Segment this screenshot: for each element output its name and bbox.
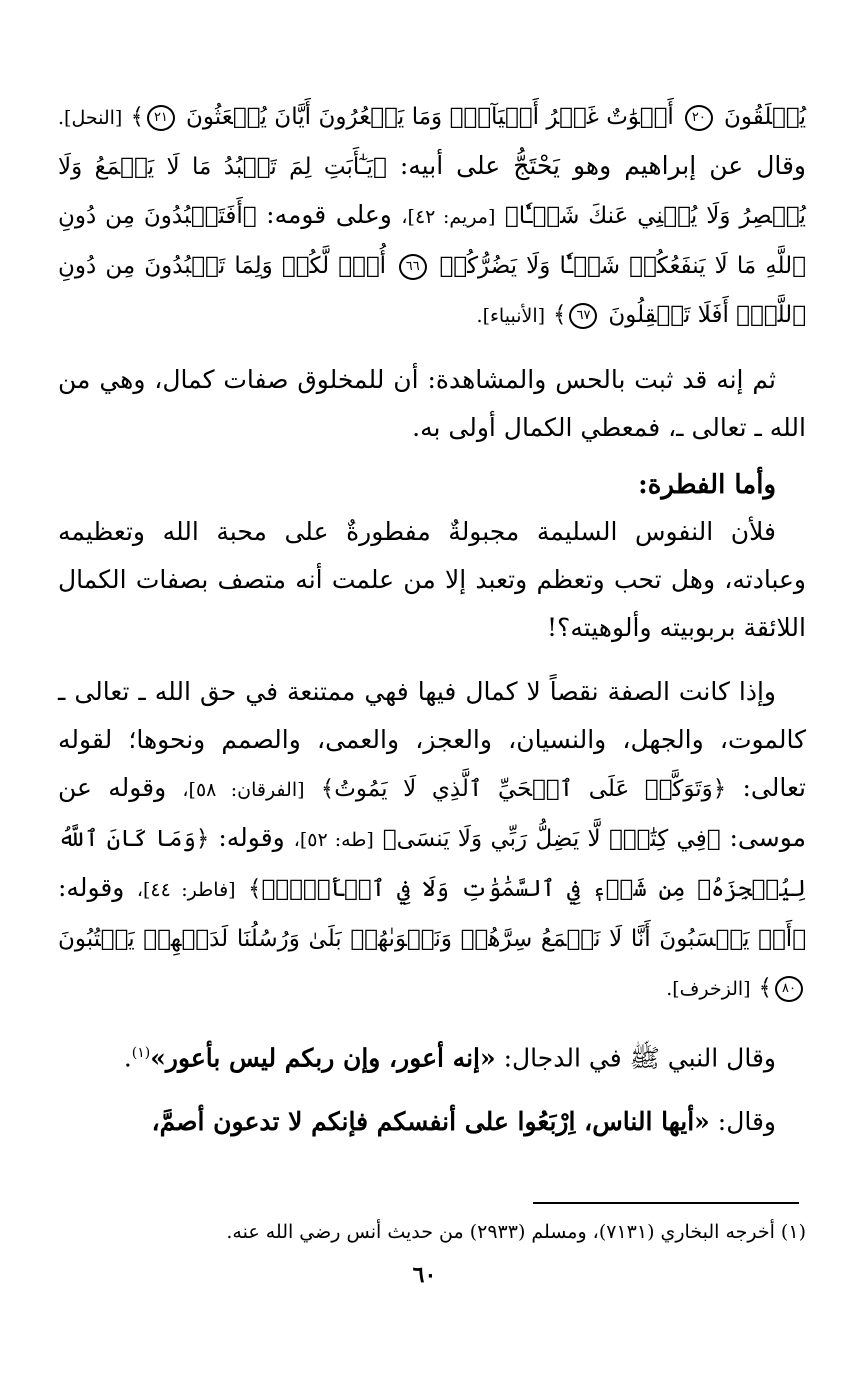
quran-text: أَمۡوَٰتٌ غَيۡرُ أَحۡيَآءٖۖ وَمَا يَشۡعُرُونَ أَيَّانَ يُبۡعَثُونَ	[186, 104, 674, 130]
hadith-text: «أيها الناس، اِرْبَعُوا على أنفسكم فإنكم لا تدعون أصمَّ،	[151, 1107, 710, 1137]
body-text: وقال النبي ﷺ في الدجال:	[503, 1043, 776, 1073]
quran-open-bracket: ﴿	[706, 826, 721, 852]
body-text: وقال عن إبراهيم وهو يَحْتَجُّ على أبيه:	[399, 151, 807, 180]
quran-close-bracket: ﴾	[130, 104, 144, 130]
paragraph-6	[58, 1098, 806, 1146]
surah-reference: [الأنبياء].	[476, 305, 546, 327]
quran-text: يَـٰٓأَبَتِ لِمَ تَعۡبُدُ مَا لَا يَسۡمَعُ وَلَا يُبۡصِرُ وَلَا يُغۡنِي عَنكَ شَيۡـٔٗا	[58, 154, 806, 229]
body-text: وقوله:	[218, 823, 285, 852]
paragraph-3: فلأن النفوس السليمة مجبولةٌ مفطورةٌ على محبة الله وتعظيمه وعبادته، وهل تحب وتعظم وتعبد إلا من علمت أنه متصف بصفات الكمال اللائقة بربوبيته وألوهيته؟!	[58, 517, 806, 642]
body-text: وقوله:	[58, 873, 125, 902]
surah-reference: [الفرقان: ٥٨]،	[182, 779, 305, 801]
body-text: وقوله عن موسى:	[58, 773, 806, 852]
ayah-number-marker: ٦٦	[399, 254, 427, 280]
paragraph-2: ثم إنه قد ثبت بالحس والمشاهدة: أن للمخلوق صفات كمال، وهي من الله ـ تعالى ـ، فمعطي الكمال أولى به.	[58, 365, 806, 442]
ayah-number-marker: ٨٠	[775, 976, 803, 1002]
quran-text: أَفَتَعۡبُدُونَ مِن دُونِ ٱللَّهِ مَا لَا يَنفَعُكُمۡ شَيۡـٔٗا وَلَا يَضُرُّكُمۡ	[58, 203, 806, 279]
quran-close-bracket: ﴾	[248, 876, 262, 902]
page-body	[58, 92, 806, 1146]
quran-open-bracket: ﴿	[242, 203, 257, 229]
quran-text: أُفّٖ لَّكُمۡ وَلِمَا تَعۡبُدُونَ مِن دُونِ ٱللَّهِۚ أَفَلَا تَعۡقِلُونَ	[58, 253, 806, 328]
quran-open-bracket: ﴿	[195, 826, 210, 852]
paragraph-1	[58, 92, 806, 340]
footnote-marker[interactable]: (١)	[131, 1045, 151, 1061]
quran-close-bracket: ﴾	[382, 826, 397, 852]
footnote: (١) أخرجه البخاري (٧١٣١)، ومسلم (٢٩٣٣) من حديث أنس رضي الله عنه.	[226, 1221, 806, 1243]
paragraph-5	[58, 1029, 806, 1082]
surah-reference: [طه: ٥٢]،	[293, 829, 374, 851]
quran-open-bracket: ﴿	[373, 154, 387, 180]
quran-open-bracket: ﴿	[712, 776, 727, 802]
hadith-text: «إنه أعور، وإن ربكم ليس بأعور»	[150, 1043, 496, 1073]
page-number: ٦٠	[412, 1262, 437, 1288]
footnote-divider	[533, 1202, 799, 1204]
quran-close-bracket: ﴾	[320, 776, 335, 802]
surah-reference: [الزخرف].	[666, 978, 751, 1000]
quran-close-bracket: ﴾	[504, 203, 519, 229]
ayah-number-marker: ٢٠	[685, 105, 713, 131]
ayah-number-marker: ٦٧	[569, 303, 597, 329]
quran-text: وَمَا كَانَ ٱللَّهُ لِيُعۡجِزَهُۥ مِن شَيۡءٖ فِي ٱلسَّمَٰوَٰتِ وَلَا فِي ٱلۡأَرۡضِۚ	[58, 826, 806, 902]
body-text: وقال:	[717, 1107, 776, 1137]
ayah-number-marker: ٢١	[147, 105, 175, 131]
quran-text: فِي كِتَٰبٖۖ لَّا يَضِلُّ رَبِّي وَلَا يَنسَى	[396, 826, 707, 852]
surah-reference: [مريم: ٤٢]،	[401, 206, 496, 228]
quran-text: يُخۡلَقُونَ	[723, 104, 807, 130]
sentence-end: .	[123, 1043, 132, 1073]
body-text: وعلى قومه:	[266, 200, 392, 229]
body-text: وإذا كانت الصفة نقصاً لا كمال فيها فهي ممتنعة في حق الله ـ تعالى ـ كالموت، والجهل، والنسيان، والعجز، والعمى، والصمم ونحوها؛ لقوله تعالى:	[58, 677, 806, 802]
quran-text: وَتَوَكَّلۡ عَلَى ٱلۡحَيِّ ٱلَّذِي لَا يَمُوتُ	[334, 776, 713, 802]
quran-text: أَمۡ يَحۡسَبُونَ أَنَّا لَا نَسۡمَعُ سِرَّهُمۡ وَنَجۡوَىٰهُمۚ بَلَىٰ وَرُسُلُنَا لَدَيۡهِمۡ يَكۡتُبُونَ	[58, 926, 793, 952]
surah-reference: [النحل].	[58, 107, 123, 129]
quran-open-bracket: ﴿	[792, 926, 806, 952]
section-heading: وأما الفطرة:	[638, 470, 776, 500]
paragraph-4	[58, 668, 806, 1013]
quran-close-bracket: ﴾	[758, 975, 772, 1001]
quran-close-bracket: ﴾	[552, 302, 567, 328]
surah-reference: [فاطر: ٤٤]،	[136, 879, 236, 901]
